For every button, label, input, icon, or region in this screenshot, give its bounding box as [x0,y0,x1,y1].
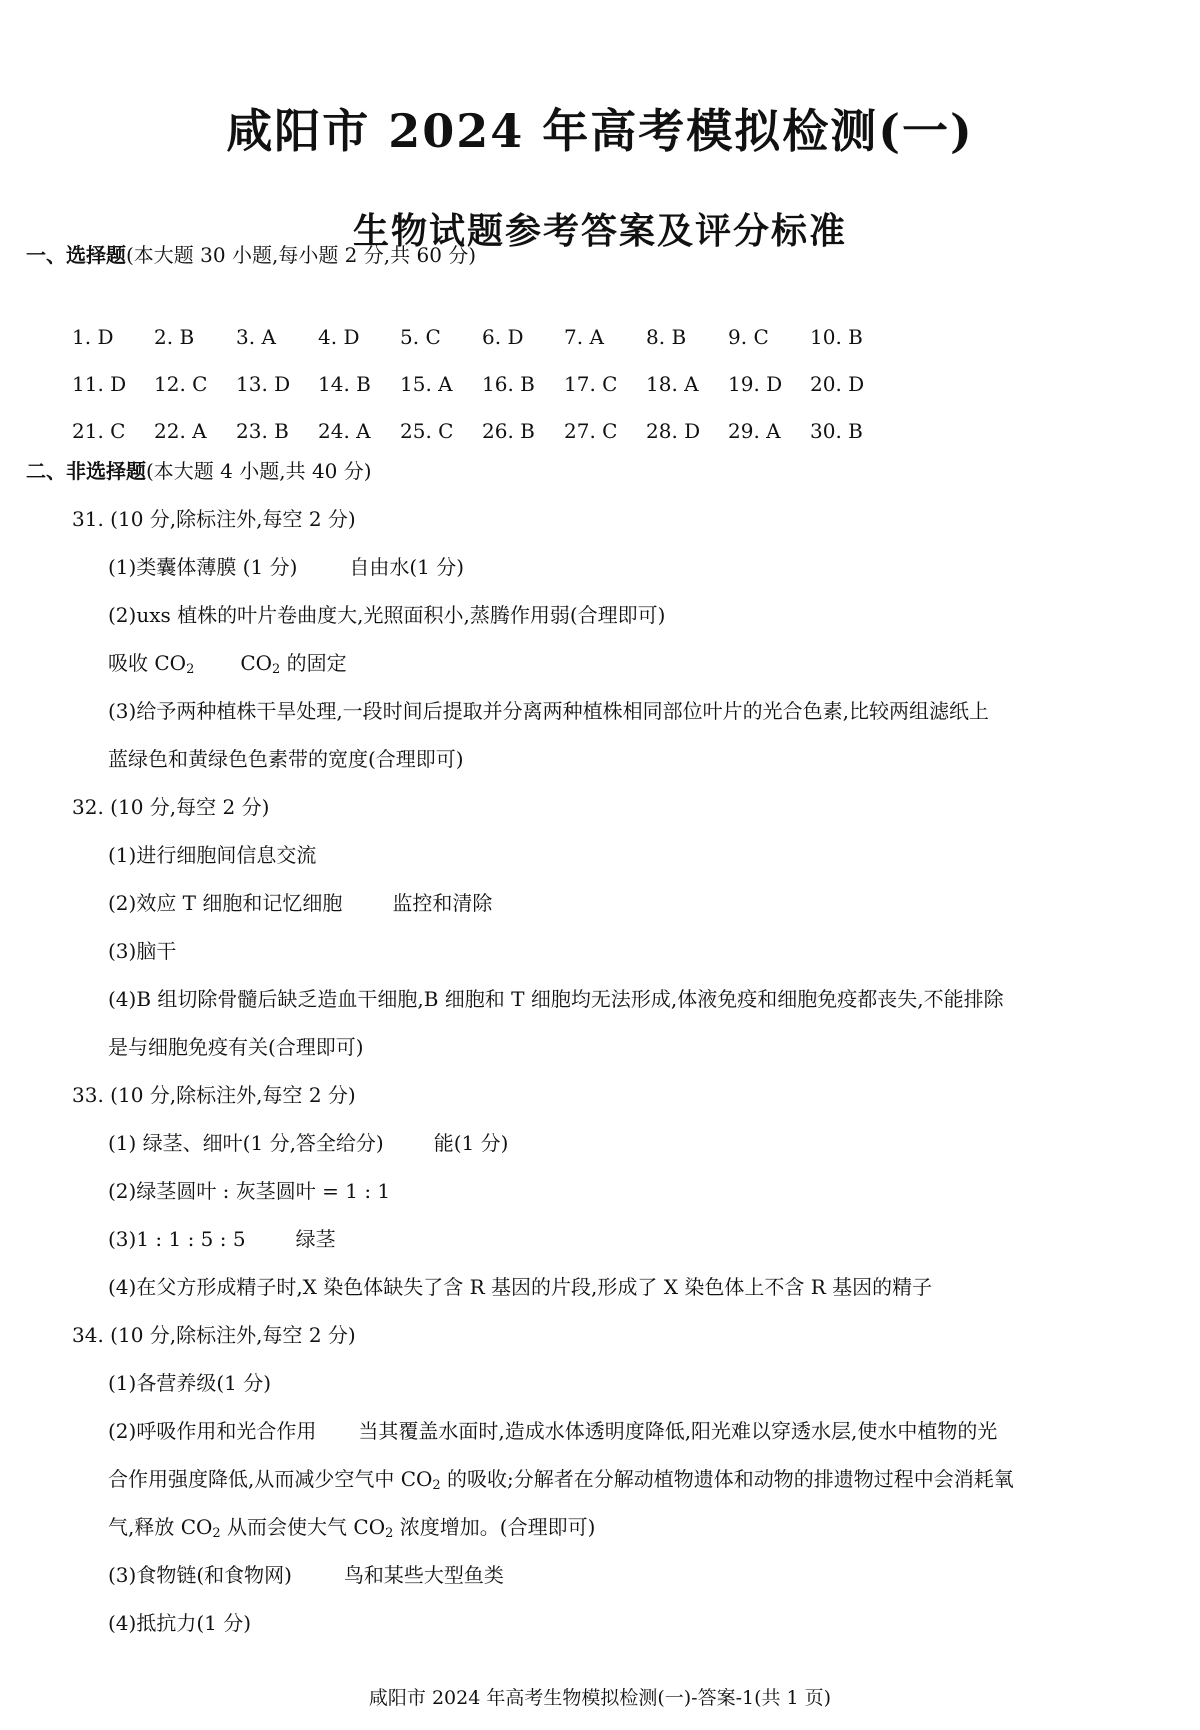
q31-answer-1 [108,552,464,582]
answer-cell: 29. A [728,418,781,443]
q33-answer-2: (2)绿茎圆叶 : 灰茎圆叶 = 1 : 1 [108,1179,391,1203]
q34-answer-2c-text: 合作用强度降低,从而减少空气中 CO [108,1467,433,1491]
q31-answer-2-blanks [108,648,347,678]
section2-title: 二、非选择题 [26,459,146,483]
page-title: 咸阳市 2024 年高考模拟检测(一) [226,104,974,158]
answer-cell: 6. D [482,324,524,349]
answer-cell: 3. A [236,324,276,349]
answer-cell: 21. C [72,418,126,443]
q32-answer-3: (3)脑干 [108,939,177,963]
answer-cell: 18. A [646,371,699,396]
q31-answer-2c-text: CO [240,651,273,675]
answer-cell: 7. A [564,324,604,349]
answer-cell: 19. D [728,371,783,396]
q34-answer-2a: (2)呼吸作用和光合作用 [108,1419,317,1443]
q34-answer-2c-tail: 的吸收;分解者在分解动植物遗体和动物的排遗物过程中会消耗氧 [440,1467,1014,1491]
q34-answer-3 [108,1560,504,1590]
answer-cell: 22. A [154,418,207,443]
answer-cell: 26. B [482,418,535,443]
answer-cell: 5. C [400,324,441,349]
q32-heading: 32. (10 分,每空 2 分) [72,795,270,819]
q34-answer-2b: 当其覆盖水面时,造成水体透明度降低,阳光难以穿透水层,使水中植物的光 [358,1419,998,1443]
q32-answer-1: (1)进行细胞间信息交流 [108,843,317,867]
answer-cell: 17. C [564,371,618,396]
answer-row [72,313,892,360]
answer-cell: 23. B [236,418,289,443]
q34-answer-3b: 鸟和某些大型鱼类 [343,1563,504,1587]
q31-answer-2b [108,651,194,675]
answer-cell: 1. D [72,324,114,349]
answer-cell: 30. B [810,418,863,443]
q34-answer-2c [108,1464,1014,1494]
answer-cell: 25. C [400,418,454,443]
q32-answer-2a: (2)效应 T 细胞和记忆细胞 [108,891,343,915]
answer-cell: 20. D [810,371,865,396]
q33-answer-1a: (1) 绿茎、细叶(1 分,答全给分) [108,1131,384,1155]
section1-note: (本大题 30 小题,每小题 2 分,共 60 分) [126,243,477,267]
subscript: 2 [186,662,195,677]
q31-answer-3a: (3)给予两种植株干旱处理,一段时间后提取并分离两种植株相同部位叶片的光合色素,比较两组滤纸上 [108,699,990,723]
q34-answer-2d-mid: 从而会使大气 CO [220,1515,386,1539]
answer-cell: 27. C [564,418,618,443]
answer-cell: 14. B [318,371,371,396]
answer-cell: 24. A [318,418,371,443]
answer-cell: 2. B [154,324,195,349]
q32-answer-2b: 监控和清除 [392,891,493,915]
section2-heading [26,456,372,486]
answer-cell: 4. D [318,324,360,349]
answer-cell: 16. B [482,371,535,396]
subscript: 2 [272,662,281,677]
choice-answer-grid [72,313,892,454]
q34-answer-2d-tail: 浓度增加。(合理即可) [393,1515,596,1539]
q33-answer-3 [108,1224,336,1254]
answer-cell: 9. C [728,324,769,349]
answer-cell: 28. D [646,418,701,443]
page-footer: 咸阳市 2024 年高考生物模拟检测(一)-答案-1(共 1 页) [368,1687,832,1709]
answer-cell: 13. D [236,371,291,396]
section2-note: (本大题 4 小题,共 40 分) [146,459,372,483]
q34-answer-2d [108,1512,595,1542]
q33-answer-1b: 能(1 分) [433,1131,509,1155]
q32-answer-4a: (4)B 组切除骨髓后缺乏造血干细胞,B 细胞和 T 细胞均无法形成,体液免疫和细胞免疫都丧失,不能排除 [108,987,1004,1011]
page-subtitle: 生物试题参考答案及评分标准 [352,210,847,252]
answer-row [72,360,892,407]
q34-answer-2 [108,1416,997,1446]
q31-answer-2: (2)uxs 植株的叶片卷曲度大,光照面积小,蒸腾作用弱(合理即可) [108,603,666,627]
q33-answer-1 [108,1128,508,1158]
subscript: 2 [212,1526,221,1541]
subscript: 2 [385,1526,394,1541]
q34-heading: 34. (10 分,除标注外,每空 2 分) [72,1323,356,1347]
answer-cell: 11. D [72,371,127,396]
section1-title: 一、选择题 [26,243,126,267]
answer-cell: 10. B [810,324,863,349]
answer-row [72,407,892,454]
q31-answer-1a: (1)类囊体薄膜 (1 分) [108,555,298,579]
q33-answer-3b: 绿茎 [295,1227,336,1251]
q34-answer-4: (4)抵抗力(1 分) [108,1611,252,1635]
q32-answer-2 [108,888,492,918]
q31-answer-3b: 蓝绿色和黄绿色色素带的宽度(合理即可) [108,747,464,771]
q34-answer-2d-text: 气,释放 CO [108,1515,213,1539]
subscript: 2 [432,1478,441,1493]
q33-answer-3a: (3)1 : 1 : 5 : 5 [108,1227,246,1251]
q32-answer-4b: 是与细胞免疫有关(合理即可) [108,1035,364,1059]
q31-answer-2c-tail: 的固定 [280,651,347,675]
q31-answer-1b: 自由水(1 分) [349,555,465,579]
q34-answer-3a: (3)食物链(和食物网) [108,1563,292,1587]
q31-answer-2b-text: 吸收 CO [108,651,187,675]
q34-answer-1: (1)各营养级(1 分) [108,1371,272,1395]
q31-heading: 31. (10 分,除标注外,每空 2 分) [72,507,356,531]
answer-cell: 12. C [154,371,208,396]
q31-answer-2c [240,651,346,675]
answer-cell: 8. B [646,324,687,349]
q33-heading: 33. (10 分,除标注外,每空 2 分) [72,1083,356,1107]
section1-heading [26,240,476,270]
q33-answer-4: (4)在父方形成精子时,X 染色体缺失了含 R 基因的片段,形成了 X 染色体上不含 R 基因的精子 [108,1275,933,1299]
answer-cell: 15. A [400,371,453,396]
